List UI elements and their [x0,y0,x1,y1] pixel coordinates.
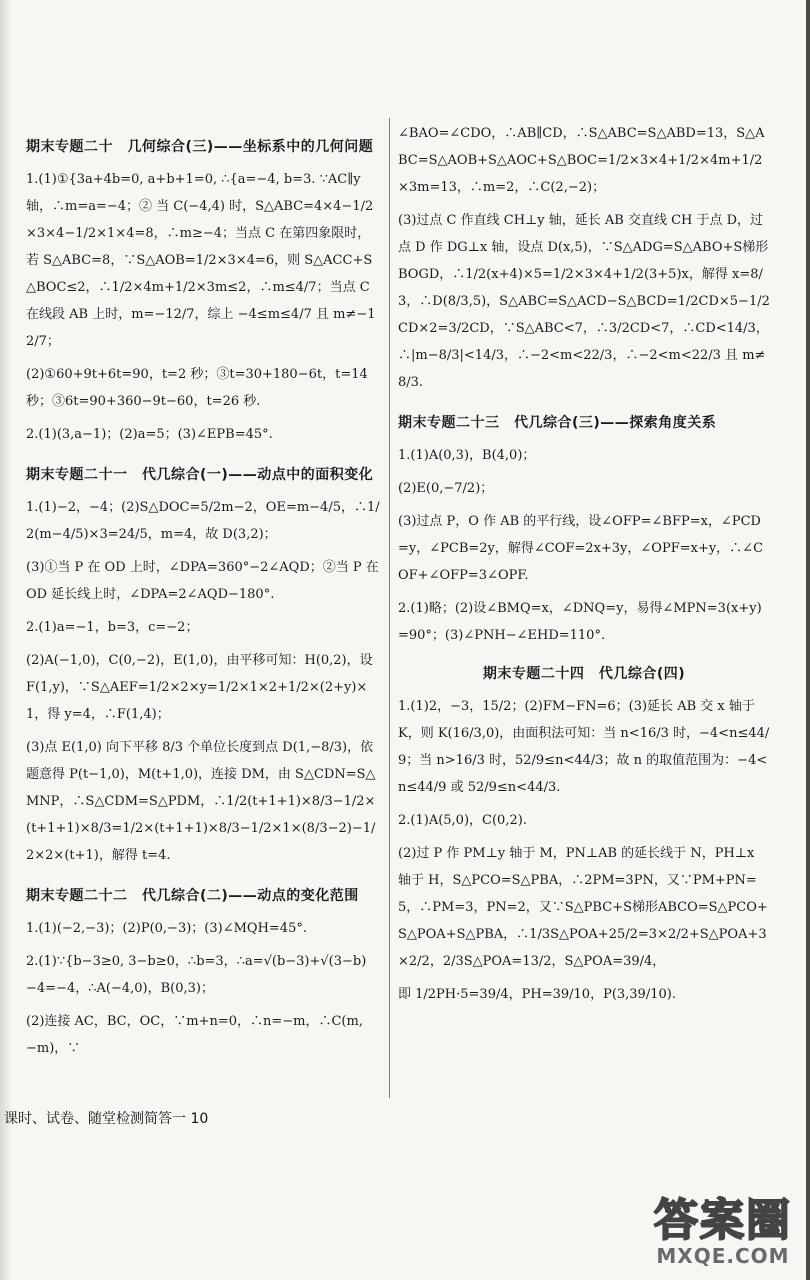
answer-paragraph: 2.(1)∵{b−3≥0, 3−b≥0，∴b=3，∴a=√(b−3)+√(3−b)−4=−4，∴A(−4,0)，B(0,3)； [26,954,367,996]
answer-paragraph: 1.(1)A(0,3)，B(4,0)； [398,448,536,463]
answer-paragraph: 2.(1)A(5,0)，C(0,2). [398,813,527,828]
answer-paragraph: 1.(1)(−2,−3)；(2)P(0,−3)；(3)∠MQH=45°. [26,921,307,936]
column-divider [389,118,390,1098]
section-heading: 期末专题二十二 代几综合(二)——动点的变化范围 [26,888,359,904]
answer-paragraph: (3)①当 P 在 OD 上时，∠DPA=360°−2∠AQD；②当 P 在 OD 延长线上时，∠DPA=2∠AQD−180°. [26,560,379,602]
answer-paragraph: (3)过点 C 作直线 CH⊥y 轴，延长 AB 交直线 CH 于点 D，过点 D 作 DG⊥x 轴，设点 D(x,5)，∵S△ADG=S△ABO+S梯形BOGD，∴1/2(x+4)×5=1/2×3×4+1/2(3+5)x，解得 x=8/3，∴D(8/3,5)，S△ABC=S△ACD−S△BCD=1/2CD×5−1/2CD×2=3/2CD，∵S△ABC<7，∴3/2CD<7，∴CD<14/3，∴|m−8/3|<14/3，∴−2<m<22/3，∴−2<m<22/3 且 m≠8/3. [398,213,770,390]
watermark [654,1195,792,1268]
section-heading: 期末专题二十 几何综合(三)——坐标系中的几何问题 [26,139,374,155]
section-heading: 期末专题二十一 代几综合(一)——动点中的面积变化 [26,467,374,483]
answer-paragraph: 1.(1)①{3a+4b=0, a+b+1=0, ∴{a=−4, b=3. ∵AC∥y 轴，∴m=a=−4；② 当 C(−4,4) 时，S△ABC=4×4−1/2×3×4−1/2×1×4=8，∴m≥−4；当点 C 在第四象限时，若 S△ABC=8，∵S△AOB=1/2×3×4=6，则 S△ACC+S△BOC≤2，∴1/2×4m+1/2×3m≤2，∴m≤4/7；当点 C 在线段 AB 上时，m=−12/7，综上 −4≤m≤4/7 且 m≠−12/7； [26,172,376,349]
section-heading: 期末专题二十四 代几综合(四) [482,666,686,682]
answer-paragraph: 即 1/2PH·5=39/4，PH=39/10，P(3,39/10). [398,987,676,1002]
page-edge-right [806,0,810,1280]
page-footer: 课时、试卷、随堂检测简答一 10 [4,1111,209,1127]
answer-paragraph: 1.(1)2，−3，15/2；(2)FM−FN=6；(3)延长 AB 交 x 轴于 K，则 K(16/3,0)，由面积法可知：当 n<16/3 时，−4<n≤44/9；当 n>16/3 时，52/9≤n<44/3；故 n 的取值范围为：−4<n≤44/9 或 52/9≤n<44/3. [398,699,770,795]
page-gutter [0,0,12,1280]
section-heading: 期末专题二十三 代几综合(三)——探索角度关系 [398,415,717,431]
answer-paragraph: (3)过点 P，O 作 AB 的平行线，设∠OFP=∠BFP=x，∠PCD=y，∠PCB=2y，解得∠COF=2x+3y，∠OPF=x+y，∴∠COF+∠OFP=3∠OPF. [398,514,764,583]
answer-paragraph: (3)点 E(1,0) 向下平移 8/3 个单位长度到点 D(1,−8/3)，依题意得 P(t−1,0)，M(t+1,0)，连接 DM，由 S△CDN=S△MNP，∴S△CDM=S△PDM，∴1/2(t+1+1)×8/3−1/2×(t+1+1)×8/3=1/2×(t+1+1)×8/3−1/2×1×(8/3−2)−1/2×2×(t+1)，解得 t=4. [26,740,376,863]
right-column [398,120,770,1014]
answer-paragraph: 2.(1)(3,a−1)；(2)a=5；(3)∠EPB=45°. [26,427,273,442]
answer-paragraph: (2)①60+9t+6t=90，t=2 秒；③t=30+180−6t，t=14 秒；③6t=90+360−9t−60，t=26 秒. [26,367,368,409]
answer-paragraph: 2.(1)a=−1，b=3，c=−2； [26,620,199,635]
answer-paragraph: (2)A(−1,0)，C(0,−2)，E(1,0)，由平移可知：H(0,2)，设 F(1,y)，∵S△AEF=1/2×2×y=1/2×1×2+1/2×(2+y)×1，得 y=4，∴F(1,4)； [26,653,373,722]
answer-paragraph: ∠BAO=∠CDO，∴AB∥CD，∴S△ABC=S△ABD=13，S△ABC=S△AOB+S△AOC+S△BOC=1/2×3×4+1/2×4m+1/2×3m=13，∴m=2，∴C(2,−2)； [398,126,765,195]
watermark-url: MXQE.COM [656,1244,790,1268]
left-column [26,120,382,1068]
answer-paragraph: 1.(1)−2，−4；(2)S△DOC=5/2m−2，OE=m−4/5，∴1/2(m−4/5)×3=24/5，m=4，故 D(3,2)； [26,500,380,542]
answer-paragraph: (2)E(0,−7/2)； [398,481,494,496]
answer-paragraph: (2)连接 AC，BC，OC，∵m+n=0，∴n=−m，∴C(m,−m)，∵ [26,1014,363,1056]
answer-paragraph: (2)过 P 作 PM⊥y 轴于 M，PN⊥AB 的延长线于 N，PH⊥x 轴于 H，S△PCO=S△PBA，∴2PM=3PN，又∵PM+PN=5，∴PM=3，PN=2，又∵S△PBC+S梯形ABCO=S△PCO+S△POA+S△PBA，∴1/3S△POA+25/2=3×2/2+S△POA+3×2/2，2/3S△POA=13/2，S△POA=39/4， [398,846,768,969]
answer-paragraph: 2.(1)略；(2)设∠BMQ=x，∠DNQ=y，易得∠MPN=3(x+y)=90°；(3)∠PNH−∠EHD=110°. [398,601,762,643]
watermark-logo: 答案圈 [654,1195,792,1246]
